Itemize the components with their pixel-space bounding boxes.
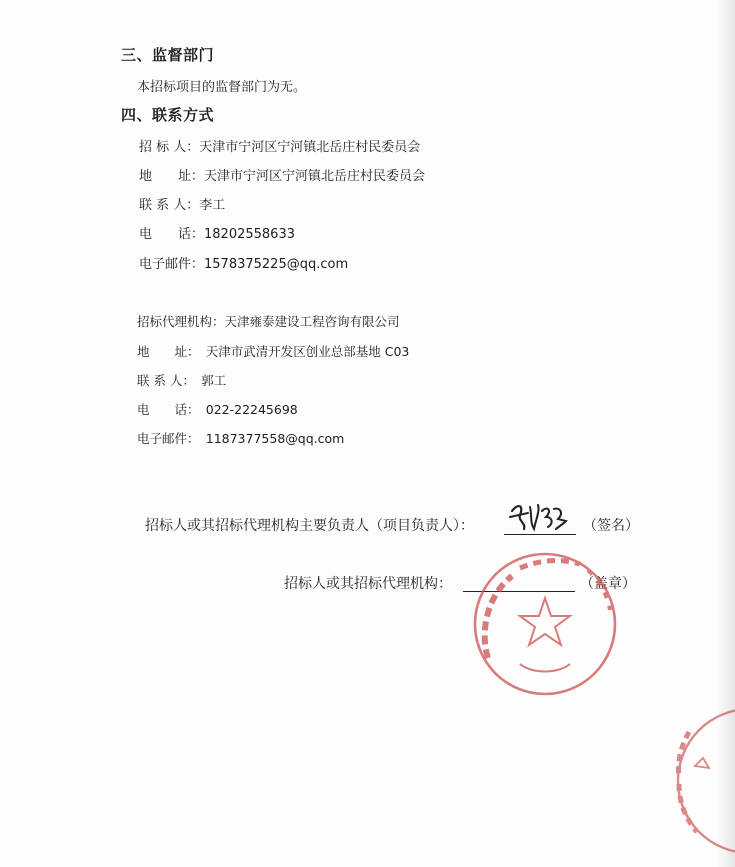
section-heading-contact: 四、联系方式 [121,106,215,124]
supervision-body: 本招标项目的监督部门为无。 [137,80,307,95]
seal-suffix: （盖章） [580,576,636,592]
agency-name: 招标代理机构：天津雍泰建设工程咨询有限公司 [137,314,400,329]
company-seal-stamp [460,546,630,698]
agency-contact: 联 系 人： 郭工 [137,373,227,388]
partial-seal-stamp [655,706,735,856]
handwritten-signature [506,497,572,535]
tenderer-email: 电子邮件：1578375225@qq.com [139,257,349,272]
signature-suffix: （签名） [583,518,639,534]
agency-email: 电子邮件： 1187377558@qq.com [137,431,345,446]
tenderer-phone: 电 话：18202558633 [139,227,295,242]
tenderer-contact: 联 系 人：李工 [139,198,226,213]
agency-phone: 电 话： 022-22245698 [137,402,298,417]
tenderer-address: 地 址：天津市宁河区宁河镇北岳庄村民委员会 [139,169,426,184]
tenderer-name: 招 标 人：天津市宁河区宁河镇北岳庄村民委员会 [139,140,421,155]
section-heading-supervision: 三、监督部门 [121,46,215,64]
agency-address: 地 址： 天津市武清开发区创业总部基地 C03 [137,344,410,359]
agency-seal-label: 招标人或其招标代理机构： [284,576,452,592]
responsible-signature-label: 招标人或其招标代理机构主要负责人（项目负责人）： [145,518,474,534]
